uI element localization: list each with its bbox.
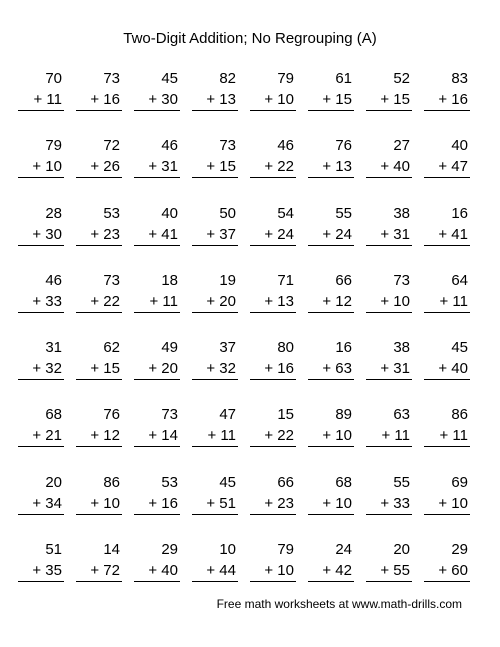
addition-problem bbox=[18, 472, 64, 515]
top-addend: 73 bbox=[103, 70, 120, 87]
top-addend: 72 bbox=[103, 137, 120, 155]
addition-problem bbox=[192, 337, 238, 380]
top-addend: 73 bbox=[161, 406, 178, 424]
bottom-addend: + 63 bbox=[308, 358, 354, 380]
bottom-addend: + 11 bbox=[192, 425, 238, 447]
addition-problem bbox=[134, 404, 180, 447]
bottom-addend: + 16 bbox=[250, 358, 296, 380]
bottom-addend: + 22 bbox=[250, 425, 296, 447]
top-addend: 31 bbox=[45, 339, 62, 357]
top-addend: 62 bbox=[103, 339, 120, 357]
addition-problem bbox=[250, 337, 296, 380]
addition-problem bbox=[18, 135, 64, 178]
bottom-addend: + 55 bbox=[366, 560, 412, 582]
problem-row bbox=[18, 203, 482, 270]
addition-problem bbox=[134, 135, 180, 178]
addition-problem bbox=[192, 68, 238, 111]
addition-problem bbox=[192, 203, 238, 246]
top-addend: 55 bbox=[393, 473, 410, 491]
top-addend: 66 bbox=[335, 271, 352, 289]
addition-problem bbox=[308, 404, 354, 447]
bottom-addend: + 10 bbox=[308, 493, 354, 515]
bottom-addend: + 10 bbox=[424, 493, 470, 515]
top-addend: 19 bbox=[219, 271, 236, 289]
bottom-addend: + 10 bbox=[250, 89, 296, 111]
bottom-addend: + 10 bbox=[366, 291, 412, 313]
bottom-addend: + 11 bbox=[366, 425, 412, 447]
bottom-addend: + 32 bbox=[18, 358, 64, 380]
addition-problem bbox=[192, 135, 238, 178]
bottom-addend: + 15 bbox=[76, 358, 122, 380]
addition-problem bbox=[18, 203, 64, 246]
top-addend: 89 bbox=[335, 406, 352, 424]
bottom-addend: + 20 bbox=[192, 291, 238, 313]
top-addend: 83 bbox=[451, 70, 468, 87]
bottom-addend: + 60 bbox=[424, 560, 470, 582]
top-addend: 73 bbox=[219, 137, 236, 155]
addition-problem bbox=[76, 404, 122, 447]
bottom-addend: + 41 bbox=[134, 224, 180, 246]
problem-row bbox=[18, 68, 482, 135]
bottom-addend: + 11 bbox=[18, 89, 64, 111]
bottom-addend: + 12 bbox=[76, 425, 122, 447]
addition-problem bbox=[250, 135, 296, 178]
addition-problem bbox=[134, 337, 180, 380]
bottom-addend: + 31 bbox=[134, 156, 180, 178]
bottom-addend: + 24 bbox=[250, 224, 296, 246]
bottom-addend: + 37 bbox=[192, 224, 238, 246]
addition-problem bbox=[18, 337, 64, 380]
bottom-addend: + 12 bbox=[308, 291, 354, 313]
addition-problem bbox=[250, 203, 296, 246]
bottom-addend: + 40 bbox=[424, 358, 470, 380]
top-addend: 53 bbox=[103, 204, 120, 222]
footer-credit: Free math worksheets at www.math-drills.com bbox=[216, 597, 462, 611]
top-addend: 45 bbox=[161, 70, 178, 87]
top-addend: 51 bbox=[45, 541, 62, 559]
top-addend: 46 bbox=[277, 137, 294, 155]
problem-row bbox=[18, 404, 482, 471]
top-addend: 52 bbox=[393, 70, 410, 87]
bottom-addend: + 10 bbox=[308, 425, 354, 447]
bottom-addend: + 10 bbox=[76, 493, 122, 515]
top-addend: 16 bbox=[451, 204, 468, 222]
addition-problem bbox=[424, 404, 470, 447]
bottom-addend: + 11 bbox=[134, 291, 180, 313]
bottom-addend: + 23 bbox=[76, 224, 122, 246]
top-addend: 79 bbox=[277, 70, 294, 87]
addition-problem bbox=[250, 404, 296, 447]
bottom-addend: + 40 bbox=[366, 156, 412, 178]
worksheet-title: Two-Digit Addition; No Regrouping (A) bbox=[123, 30, 377, 47]
addition-problem bbox=[134, 68, 180, 111]
bottom-addend: + 35 bbox=[18, 560, 64, 582]
addition-problem bbox=[366, 68, 412, 111]
addition-problem bbox=[424, 472, 470, 515]
top-addend: 45 bbox=[219, 473, 236, 491]
top-addend: 29 bbox=[451, 541, 468, 559]
bottom-addend: + 22 bbox=[76, 291, 122, 313]
addition-problem bbox=[308, 135, 354, 178]
bottom-addend: + 16 bbox=[76, 89, 122, 111]
top-addend: 73 bbox=[393, 271, 410, 289]
top-addend: 73 bbox=[103, 271, 120, 289]
top-addend: 71 bbox=[277, 271, 294, 289]
problem-grid bbox=[18, 68, 482, 606]
addition-problem bbox=[18, 404, 64, 447]
addition-problem bbox=[192, 404, 238, 447]
addition-problem bbox=[250, 270, 296, 313]
bottom-addend: + 47 bbox=[424, 156, 470, 178]
top-addend: 40 bbox=[161, 204, 178, 222]
bottom-addend: + 42 bbox=[308, 560, 354, 582]
bottom-addend: + 16 bbox=[134, 493, 180, 515]
top-addend: 66 bbox=[277, 473, 294, 491]
addition-problem bbox=[18, 270, 64, 313]
bottom-addend: + 32 bbox=[192, 358, 238, 380]
top-addend: 28 bbox=[45, 204, 62, 222]
addition-problem bbox=[250, 68, 296, 111]
bottom-addend: + 13 bbox=[308, 156, 354, 178]
bottom-addend: + 13 bbox=[250, 291, 296, 313]
bottom-addend: + 26 bbox=[76, 156, 122, 178]
top-addend: 16 bbox=[335, 339, 352, 357]
bottom-addend: + 41 bbox=[424, 224, 470, 246]
bottom-addend: + 15 bbox=[366, 89, 412, 111]
addition-problem bbox=[366, 270, 412, 313]
top-addend: 68 bbox=[45, 406, 62, 424]
top-addend: 38 bbox=[393, 204, 410, 222]
bottom-addend: + 30 bbox=[134, 89, 180, 111]
top-addend: 45 bbox=[451, 339, 468, 357]
addition-problem bbox=[250, 472, 296, 515]
top-addend: 63 bbox=[393, 406, 410, 424]
top-addend: 53 bbox=[161, 473, 178, 491]
bottom-addend: + 15 bbox=[308, 89, 354, 111]
bottom-addend: + 21 bbox=[18, 425, 64, 447]
bottom-addend: + 33 bbox=[18, 291, 64, 313]
top-addend: 47 bbox=[219, 406, 236, 424]
addition-problem bbox=[192, 270, 238, 313]
bottom-addend: + 11 bbox=[424, 425, 470, 447]
addition-problem bbox=[76, 337, 122, 380]
bottom-addend: + 33 bbox=[366, 493, 412, 515]
top-addend: 29 bbox=[161, 541, 178, 559]
addition-problem bbox=[424, 135, 470, 178]
addition-problem bbox=[18, 539, 64, 582]
top-addend: 79 bbox=[277, 541, 294, 559]
top-addend: 79 bbox=[45, 137, 62, 155]
addition-problem bbox=[366, 472, 412, 515]
bottom-addend: + 30 bbox=[18, 224, 64, 246]
addition-problem bbox=[134, 203, 180, 246]
addition-problem bbox=[424, 539, 470, 582]
top-addend: 86 bbox=[103, 473, 120, 491]
top-addend: 76 bbox=[103, 406, 120, 424]
top-addend: 69 bbox=[451, 473, 468, 491]
bottom-addend: + 31 bbox=[366, 358, 412, 380]
addition-problem bbox=[308, 68, 354, 111]
bottom-addend: + 40 bbox=[134, 560, 180, 582]
addition-problem bbox=[366, 135, 412, 178]
addition-problem bbox=[308, 472, 354, 515]
bottom-addend: + 20 bbox=[134, 358, 180, 380]
bottom-addend: + 10 bbox=[18, 156, 64, 178]
top-addend: 70 bbox=[45, 70, 62, 87]
top-addend: 64 bbox=[451, 271, 468, 289]
addition-problem bbox=[366, 203, 412, 246]
top-addend: 46 bbox=[161, 137, 178, 155]
top-addend: 10 bbox=[219, 541, 236, 559]
addition-problem bbox=[18, 68, 64, 111]
addition-problem bbox=[308, 337, 354, 380]
addition-problem bbox=[308, 270, 354, 313]
bottom-addend: + 51 bbox=[192, 493, 238, 515]
bottom-addend: + 10 bbox=[250, 560, 296, 582]
addition-problem bbox=[366, 337, 412, 380]
addition-problem bbox=[76, 472, 122, 515]
top-addend: 50 bbox=[219, 204, 236, 222]
top-addend: 15 bbox=[277, 406, 294, 424]
top-addend: 61 bbox=[335, 70, 352, 87]
addition-problem bbox=[134, 539, 180, 582]
problem-row bbox=[18, 270, 482, 337]
bottom-addend: + 44 bbox=[192, 560, 238, 582]
bottom-addend: + 11 bbox=[424, 291, 470, 313]
addition-problem bbox=[76, 270, 122, 313]
top-addend: 37 bbox=[219, 339, 236, 357]
problem-row bbox=[18, 472, 482, 539]
top-addend: 40 bbox=[451, 137, 468, 155]
top-addend: 24 bbox=[335, 541, 352, 559]
bottom-addend: + 16 bbox=[424, 89, 470, 111]
problem-row bbox=[18, 337, 482, 404]
bottom-addend: + 14 bbox=[134, 425, 180, 447]
top-addend: 54 bbox=[277, 204, 294, 222]
bottom-addend: + 24 bbox=[308, 224, 354, 246]
bottom-addend: + 22 bbox=[250, 156, 296, 178]
bottom-addend: + 34 bbox=[18, 493, 64, 515]
top-addend: 49 bbox=[161, 339, 178, 357]
addition-problem bbox=[192, 472, 238, 515]
addition-problem bbox=[424, 270, 470, 313]
top-addend: 86 bbox=[451, 406, 468, 424]
addition-problem bbox=[424, 68, 470, 111]
top-addend: 20 bbox=[393, 541, 410, 559]
addition-problem bbox=[76, 203, 122, 246]
addition-problem bbox=[192, 539, 238, 582]
bottom-addend: + 72 bbox=[76, 560, 122, 582]
addition-problem bbox=[250, 539, 296, 582]
top-addend: 14 bbox=[103, 541, 120, 559]
top-addend: 55 bbox=[335, 204, 352, 222]
addition-problem bbox=[424, 203, 470, 246]
top-addend: 46 bbox=[45, 271, 62, 289]
addition-problem bbox=[424, 337, 470, 380]
top-addend: 18 bbox=[161, 271, 178, 289]
bottom-addend: + 31 bbox=[366, 224, 412, 246]
top-addend: 38 bbox=[393, 339, 410, 357]
top-addend: 20 bbox=[45, 473, 62, 491]
addition-problem bbox=[134, 270, 180, 313]
top-addend: 27 bbox=[393, 137, 410, 155]
addition-problem bbox=[76, 68, 122, 111]
addition-problem bbox=[308, 539, 354, 582]
addition-problem bbox=[134, 472, 180, 515]
addition-problem bbox=[366, 539, 412, 582]
top-addend: 76 bbox=[335, 137, 352, 155]
addition-problem bbox=[308, 203, 354, 246]
bottom-addend: + 23 bbox=[250, 493, 296, 515]
top-addend: 82 bbox=[219, 70, 236, 87]
top-addend: 68 bbox=[335, 473, 352, 491]
addition-problem bbox=[76, 135, 122, 178]
bottom-addend: + 15 bbox=[192, 156, 238, 178]
top-addend: 80 bbox=[277, 339, 294, 357]
bottom-addend: + 13 bbox=[192, 89, 238, 111]
addition-problem bbox=[366, 404, 412, 447]
problem-row bbox=[18, 135, 482, 202]
addition-problem bbox=[76, 539, 122, 582]
